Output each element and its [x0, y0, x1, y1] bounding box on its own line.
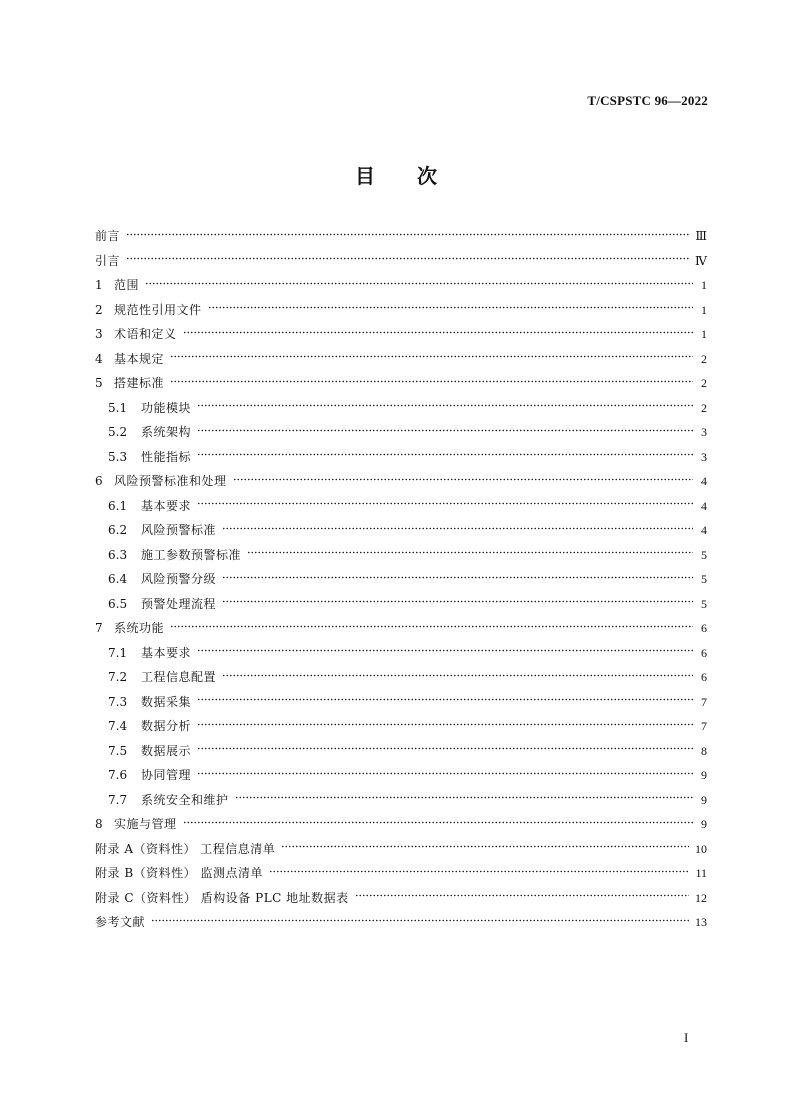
dot-leader	[197, 767, 693, 779]
toc-entry[interactable]	[95, 717, 707, 742]
toc-entry-number: 7.5	[108, 743, 128, 758]
dot-leader	[197, 718, 693, 730]
toc-entry-label: 风险预警标准和处理	[114, 474, 227, 488]
toc-entry-page: 6	[701, 621, 707, 635]
title-char-2: 次	[417, 164, 437, 188]
toc-entry-number: 6.4	[108, 572, 128, 586]
dot-leader	[183, 326, 693, 338]
toc-entry-page: 9	[701, 792, 707, 807]
dot-leader	[281, 841, 689, 853]
toc-entry-page: 1	[701, 302, 707, 317]
toc-entry-page: 9	[701, 817, 707, 831]
dot-leader	[151, 914, 689, 926]
dot-leader	[222, 571, 693, 583]
toc-entry[interactable]	[95, 448, 707, 473]
toc-entry-label: 数据展示	[141, 743, 192, 758]
toc-entry-page: 7	[701, 719, 707, 733]
toc-entry-page: 7	[701, 694, 707, 709]
toc-entry-label: 附录 A（资料性） 工程信息清单	[95, 841, 276, 856]
toc-entry-number: 7	[95, 621, 103, 635]
toc-entry-number: 6.2	[108, 523, 128, 537]
toc-entry-page: 11	[695, 866, 707, 880]
toc-entry-label: 前言	[95, 229, 121, 243]
toc-entry-label: 协同管理	[141, 768, 192, 782]
toc-entry[interactable]	[95, 742, 707, 767]
dot-leader	[222, 522, 693, 534]
dot-leader	[222, 596, 693, 608]
toc-entry[interactable]	[95, 399, 707, 424]
toc-entry-label: 功能模块	[141, 400, 192, 415]
toc-entry-page: 10	[695, 841, 707, 856]
toc-entry-label: 预警处理流程	[141, 596, 217, 611]
toc-entry-number: 5.2	[108, 425, 128, 439]
toc-entry-label: 范围	[114, 278, 140, 292]
toc-entry[interactable]	[95, 521, 707, 546]
toc-entry-page: 4	[701, 523, 707, 537]
toc-entry-page: 2	[701, 376, 707, 390]
toc-entry-page: 5	[701, 596, 707, 611]
toc-entry-page: 12	[695, 890, 707, 905]
dot-leader	[235, 792, 693, 804]
dot-leader	[247, 547, 693, 559]
toc-entry[interactable]	[95, 276, 707, 301]
toc-entry-page: 9	[701, 768, 707, 782]
toc-entry-label: 系统架构	[141, 425, 192, 439]
toc-entry[interactable]	[95, 791, 707, 816]
page-number: I	[684, 1030, 689, 1045]
dot-leader	[170, 620, 693, 632]
dot-leader	[197, 449, 693, 461]
toc-entry-number: 7.1	[108, 645, 128, 660]
toc-entry-number: 6	[95, 474, 103, 488]
toc-entry-page: 2	[701, 351, 707, 366]
dot-leader	[126, 228, 689, 240]
toc-entry-label: 系统安全和维护	[141, 792, 229, 807]
toc-entry[interactable]	[95, 325, 707, 350]
toc-entry-page: 6	[701, 670, 707, 684]
toc-entry-label: 施工参数预警标准	[141, 547, 242, 562]
toc-entry[interactable]	[95, 913, 707, 938]
toc-entry-page: 1	[701, 278, 707, 292]
toc-entry-number: 7.7	[108, 792, 128, 807]
toc-entry[interactable]	[95, 668, 707, 693]
toc-entry-label: 工程信息配置	[141, 670, 217, 684]
toc-entry-page: 6	[701, 645, 707, 660]
toc-entry-page: 3	[701, 449, 707, 464]
toc-entry-page: Ⅲ	[695, 229, 707, 243]
toc-entry[interactable]	[95, 252, 707, 277]
toc-entry-page: 4	[701, 498, 707, 513]
toc-entry[interactable]	[95, 423, 707, 448]
title-char-1: 目	[355, 164, 375, 188]
toc-entry-number: 5.3	[108, 449, 128, 464]
toc-entry-label: 数据采集	[141, 694, 192, 709]
toc-entry[interactable]	[95, 301, 707, 326]
dot-leader	[197, 694, 693, 706]
toc-entry-label: 基本规定	[114, 351, 165, 366]
toc-entry-number: 4	[95, 351, 103, 366]
toc-entry-label: 性能指标	[141, 449, 192, 464]
toc-entry-number: 5	[95, 376, 103, 390]
toc-entry-number: 7.2	[108, 670, 128, 684]
toc-entry-number: 1	[95, 278, 103, 292]
toc-entry[interactable]	[95, 497, 707, 522]
dot-leader	[355, 890, 689, 902]
dot-leader	[197, 743, 693, 755]
toc-entry-page: 13	[695, 915, 707, 929]
toc-entry[interactable]	[95, 619, 707, 644]
dot-leader	[197, 645, 693, 657]
standard-code: T/CSPSTC 96—2022	[587, 93, 708, 108]
toc-entry[interactable]	[95, 227, 707, 252]
toc-entry-label: 风险预警标准	[141, 523, 217, 537]
toc-entry-number: 6.1	[108, 498, 128, 513]
toc-entry-page: Ⅳ	[695, 253, 707, 268]
toc-entry[interactable]	[95, 595, 707, 620]
dot-leader	[183, 816, 693, 828]
dot-leader	[197, 498, 693, 510]
toc-entry-page: 5	[701, 547, 707, 562]
toc-entry-number: 8	[95, 817, 103, 831]
toc-entry[interactable]	[95, 570, 707, 595]
dot-leader	[233, 473, 693, 485]
toc-entry-page: 2	[701, 400, 707, 415]
toc-entry[interactable]	[95, 864, 707, 889]
toc-entry[interactable]	[95, 889, 707, 914]
dot-leader	[269, 865, 689, 877]
toc-entry-label: 数据分析	[141, 719, 192, 733]
toc-entry-label: 术语和定义	[114, 327, 177, 341]
toc-entry[interactable]	[95, 815, 707, 840]
dot-leader	[222, 669, 693, 681]
toc-entry-number: 7.4	[108, 719, 128, 733]
toc-entry-number: 2	[95, 302, 103, 317]
toc-entry-number: 6.5	[108, 596, 128, 611]
toc-entry-label: 规范性引用文件	[114, 302, 202, 317]
dot-leader	[197, 400, 693, 412]
toc-entry-number: 5.1	[108, 400, 128, 415]
toc-entry-page: 8	[701, 743, 707, 758]
toc-entry-label: 风险预警分级	[141, 572, 217, 586]
toc-entry-label: 引言	[95, 253, 121, 268]
dot-leader	[126, 253, 689, 265]
toc-entry-number: 7.6	[108, 768, 128, 782]
toc-entry-page: 4	[701, 474, 707, 488]
toc-entry-number: 7.3	[108, 694, 128, 709]
dot-leader	[170, 375, 693, 387]
toc-entry-label: 搭建标准	[114, 376, 165, 390]
toc-entry[interactable]	[95, 693, 707, 718]
toc-entry[interactable]	[95, 350, 707, 375]
toc-entry-number: 6.3	[108, 547, 128, 562]
dot-leader	[208, 302, 693, 314]
toc-entry-page: 1	[701, 327, 707, 341]
toc-entry-page: 5	[701, 572, 707, 586]
toc-entry-label: 系统功能	[114, 621, 165, 635]
toc-entry-label: 基本要求	[141, 498, 192, 513]
toc-entry-number: 3	[95, 327, 103, 341]
dot-leader	[197, 424, 693, 436]
dot-leader	[170, 351, 693, 363]
toc-entry-label: 实施与管理	[114, 817, 177, 831]
toc-entry[interactable]	[95, 374, 707, 399]
toc-entry[interactable]	[95, 766, 707, 791]
table-of-contents	[95, 227, 707, 938]
toc-entry-label: 附录 B（资料性） 监测点清单	[95, 866, 263, 880]
toc-entry[interactable]	[95, 644, 707, 669]
toc-entry[interactable]	[95, 840, 707, 865]
dot-leader	[145, 277, 693, 289]
toc-entry-page: 3	[701, 425, 707, 439]
toc-entry-label: 参考文献	[95, 915, 146, 929]
toc-entry-label: 附录 C（资料性） 盾构设备 PLC 地址数据表	[95, 890, 349, 905]
toc-entry[interactable]	[95, 546, 707, 571]
page-title	[0, 160, 792, 189]
toc-entry[interactable]	[95, 472, 707, 497]
toc-entry-label: 基本要求	[141, 645, 192, 660]
